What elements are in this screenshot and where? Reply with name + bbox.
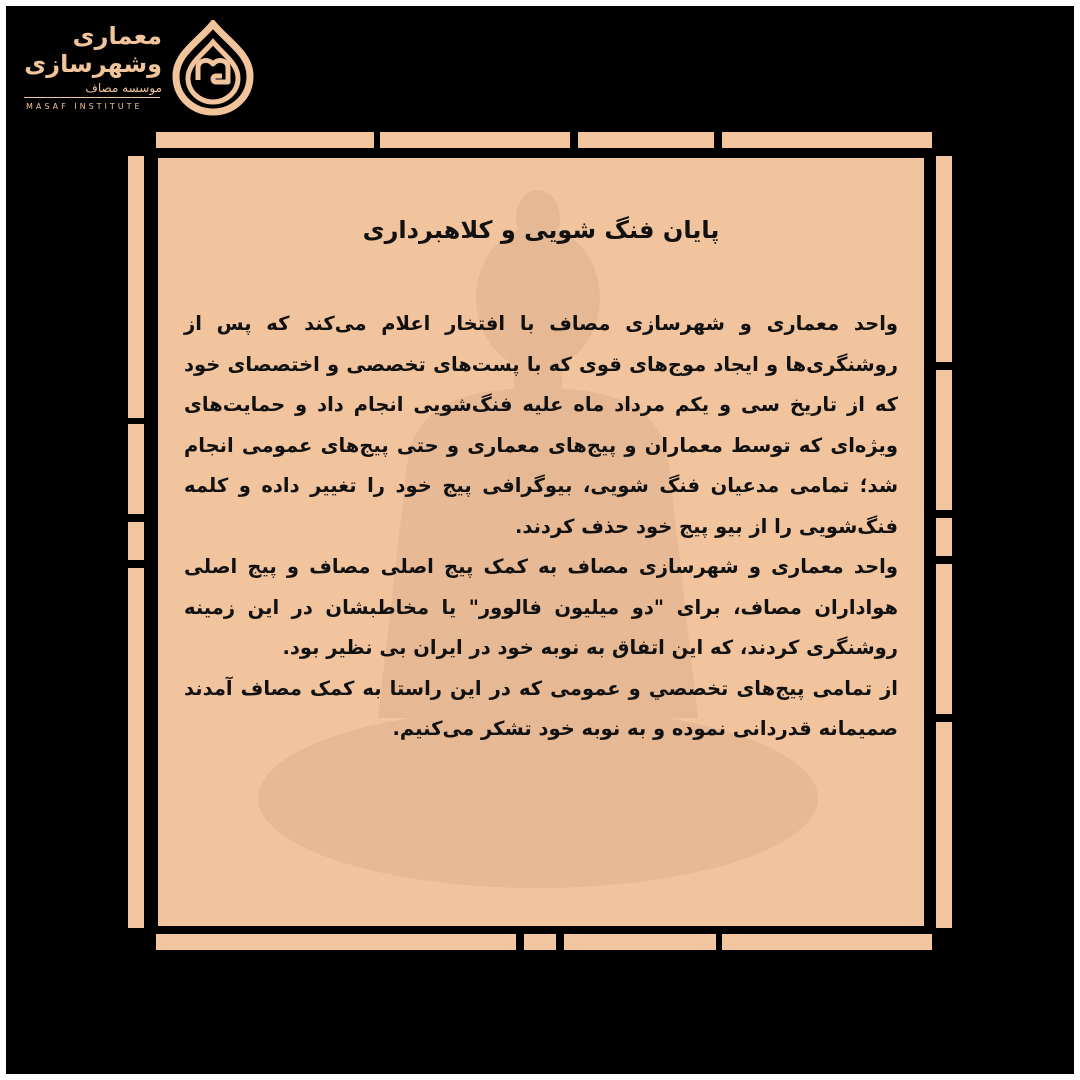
logo-text-architecture: معماری (72, 22, 162, 50)
frame-segment (156, 934, 516, 950)
body-paragraph: واحد معماری و شهرسازی مصاف به کمک پیج اصلی مصاف و پیج اصلی هواداران مصاف، برای "دو میلیون فالوور" یا مخاطبشان در این زمینه روشنگری کردند، که این اتفاق به نوبه خود در ایران بی نظیر بود. (184, 555, 898, 659)
frame-segment (524, 934, 556, 950)
frame-segment (128, 156, 144, 418)
post-body (184, 304, 898, 750)
body-paragraph: واحد معماری و شهرسازی مصاف با افتخار اعلام می‌کند که پس از روشنگری‌ها و ایجاد موج‌های قوی که با پست‌های تخصصی و اختصصای خود که از تاریخ سی و یکم مرداد ماه علیه فنگ‌شویی انجام داد و حمایت‌های ویژه‌ای که توسط معماران و پیج‌های معماری و حتی پیج‌های عمومی انجام شد؛ تمامی مدعیان فنگ شویی، بیوگرافی پیج خود را تغییر داده و کلمه فنگ‌شویی را از بیو پیج خود حذف کردند. (184, 312, 898, 538)
logo-text-institute-fa: موسسه مصاف (85, 81, 162, 95)
logo-text-urbanism: وشهرسازی (24, 50, 162, 78)
frame-segment (128, 568, 144, 928)
frame-segment (936, 722, 952, 928)
post-canvas (6, 6, 1074, 1074)
text-panel (158, 158, 924, 926)
post-title: پایان فنگ شویی و کلاهبرداری (362, 216, 720, 244)
body-paragraph: از تمامی پیج‌های تخصصي و عمومی که در این راستا به کمک مصاف آمدند صمیمانه قدردانی نموده و به نوبه خود تشکر می‌کنیم. (184, 676, 898, 740)
frame-segment (578, 132, 714, 148)
frame-segment (722, 132, 932, 148)
frame-segment (936, 564, 952, 714)
frame-segment (936, 518, 952, 556)
frame-segment (936, 156, 952, 362)
frame-segment (156, 132, 374, 148)
frame-segment (128, 522, 144, 560)
masaf-logo (16, 18, 256, 118)
frame-segment (128, 424, 144, 514)
frame-segment (380, 132, 570, 148)
frame-segment (722, 934, 932, 950)
masaf-logo-icon (168, 20, 258, 116)
logo-text-institute-en: MASAF INSTITUTE (26, 102, 143, 111)
frame-segment (564, 934, 716, 950)
frame-segment (936, 370, 952, 510)
logo-divider (24, 97, 160, 98)
